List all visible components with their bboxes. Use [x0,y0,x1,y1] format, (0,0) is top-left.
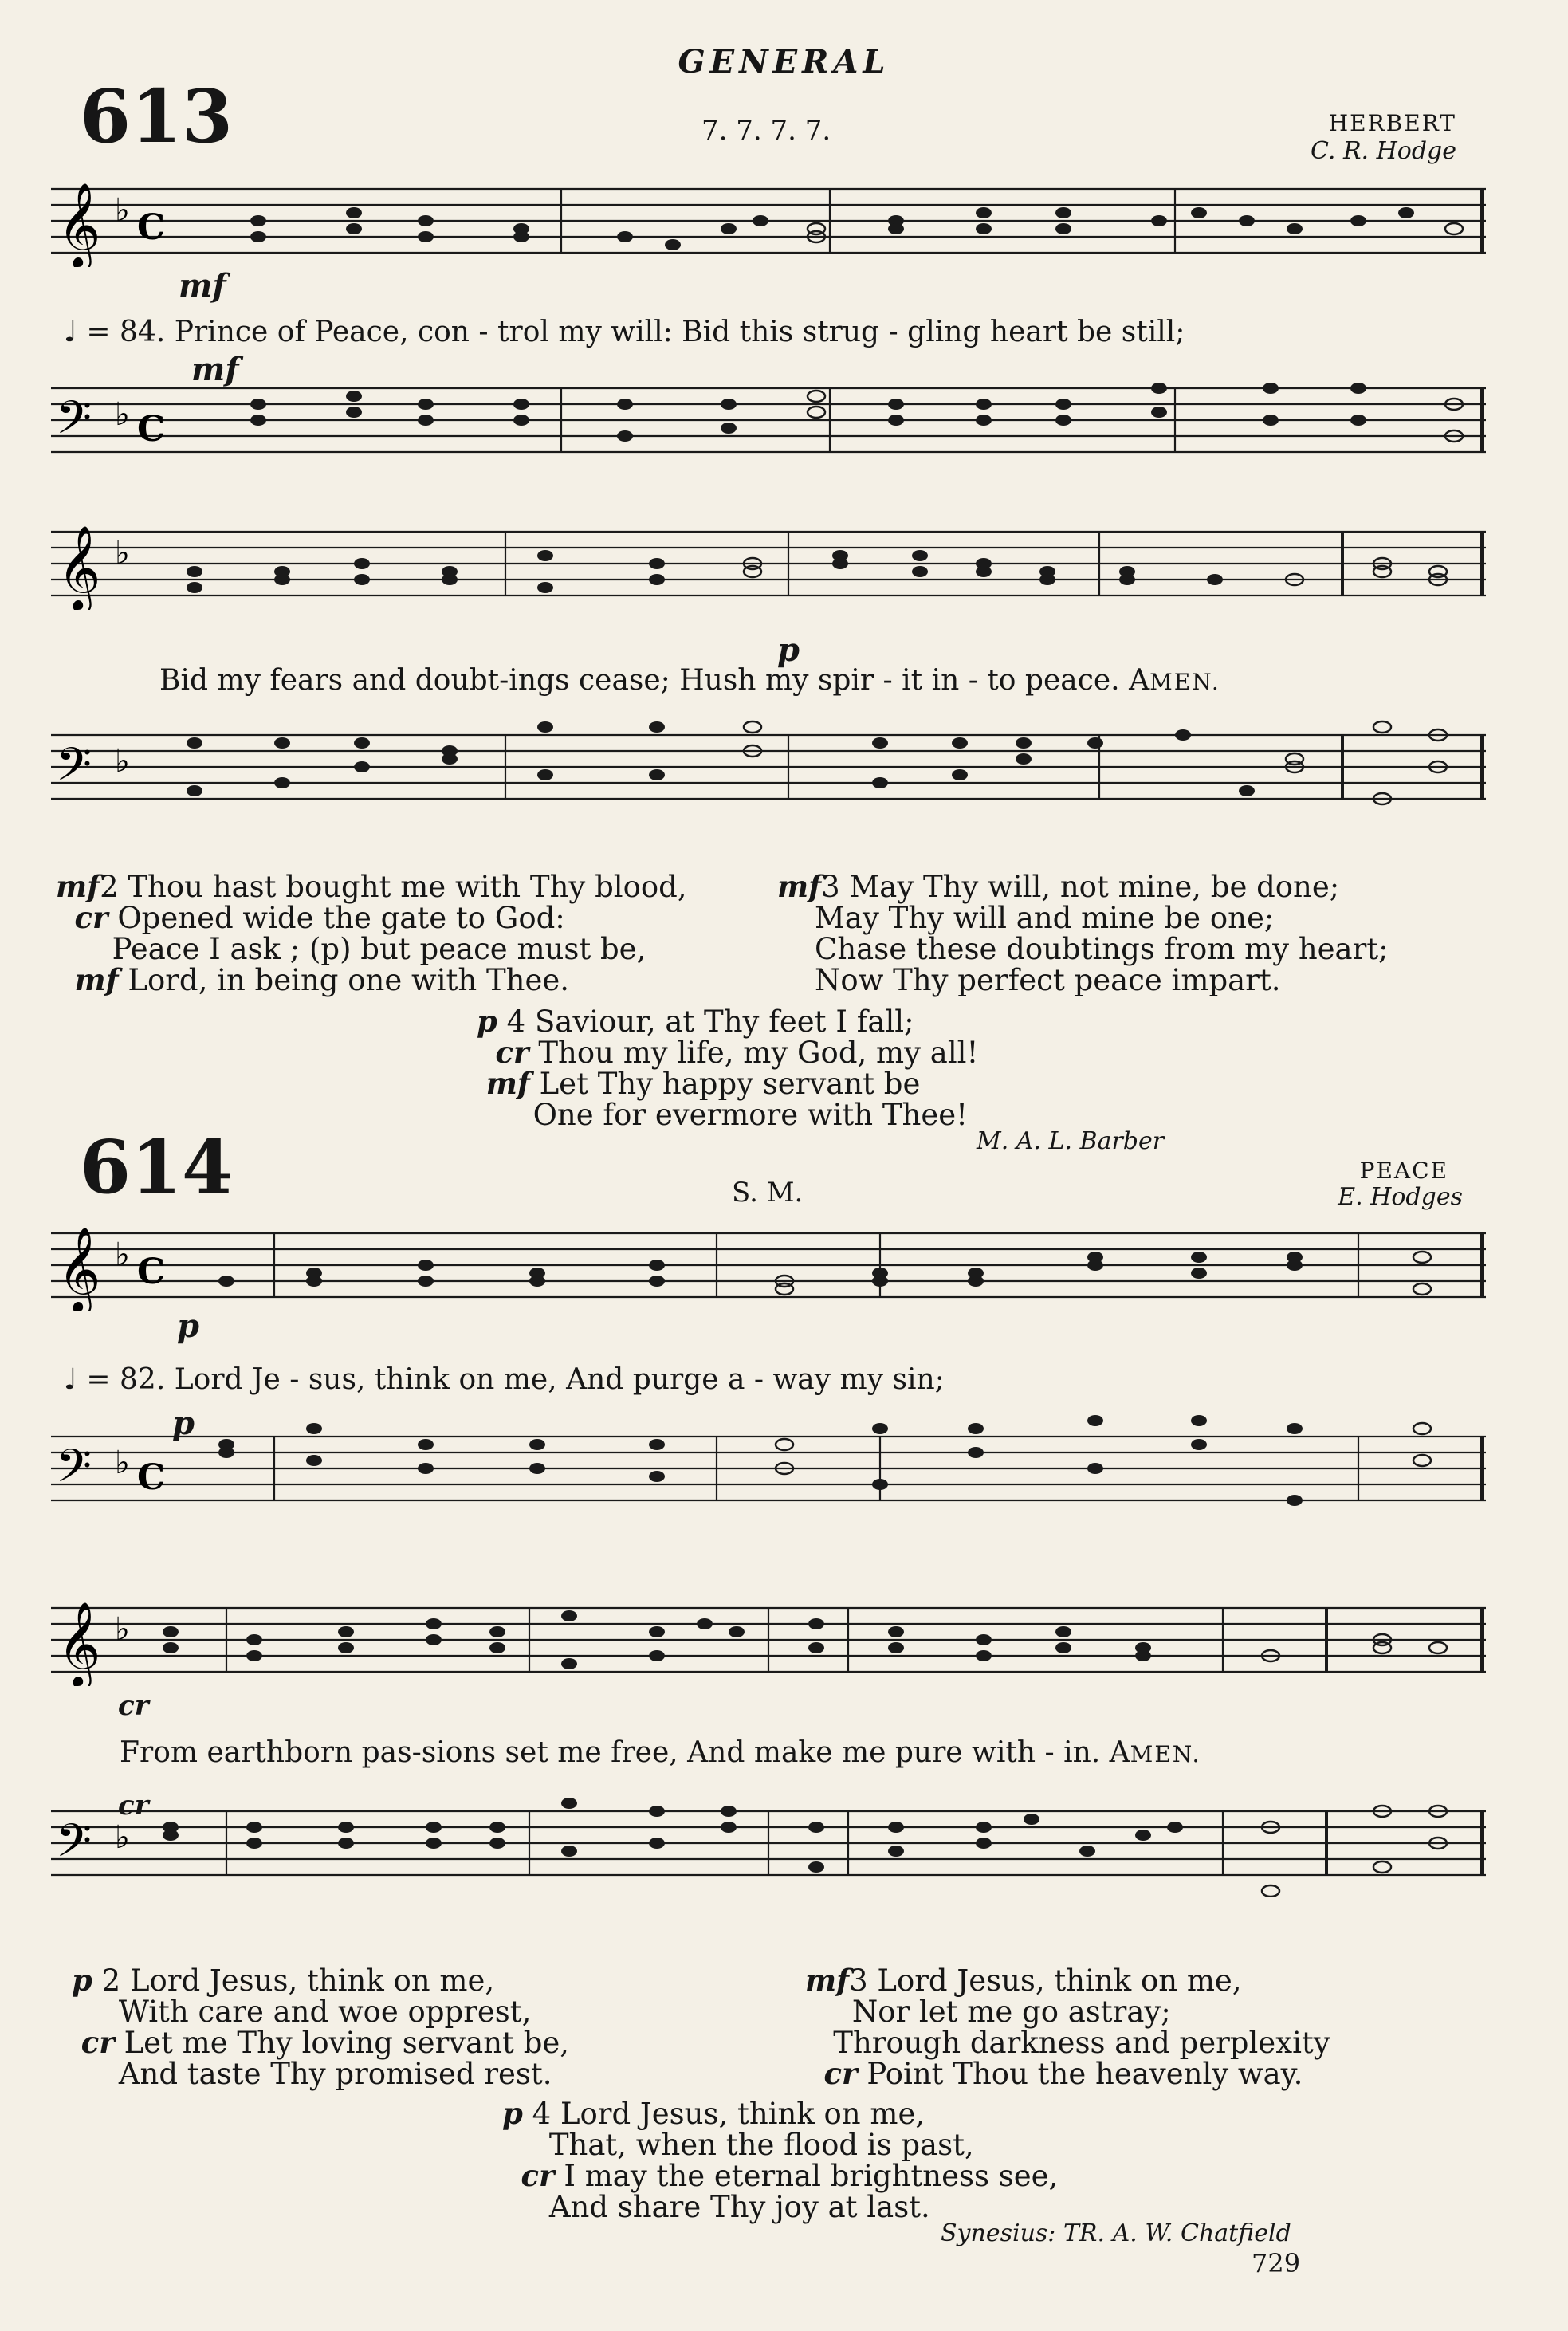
verse-line: One for evermore with Thee! [532,1098,969,1132]
verse-line: May Thy will and mine be one; [815,901,1275,935]
staff-614-1-treble [51,1224,1486,1311]
dynamic-mf-613: mf [179,267,226,305]
svg-text:♭: ♭ [115,535,130,572]
svg-text:C: C [137,1252,166,1292]
verse-line: 3 Lord Jesus, think on me, [849,1963,1242,1998]
verse-line: Opened wide the gate to God: [117,901,565,935]
svg-text:♭: ♭ [115,192,130,229]
meter-614: S. M. [732,1177,804,1209]
verse-dyn: mf [805,1963,850,1998]
verse-line: That, when the flood is past, [548,2128,974,2162]
verse-line: Point Thou the heavenly way. [867,2057,1303,2091]
dynamic-cr-614: cr [118,1690,149,1722]
verse-dyn: p [502,2096,523,2131]
verse-dyn: mf [485,1066,530,1101]
lyric-613-2 [159,664,1220,697]
tempo-614: ♩ = 82. [64,1363,166,1396]
svg-text:𝄢: 𝄢 [56,1439,92,1504]
verse-line: 4 Lord Jesus, think on me, [532,2097,925,2131]
hymn-number-614: 614 [80,1124,234,1210]
verse-line: Chase these doubtings from my heart; [815,932,1389,966]
verse-614-3 [805,1965,1330,2089]
tune-name-614: PEACE [1359,1158,1448,1184]
staff-613-2-treble [51,522,1486,610]
verse-line: And taste Thy promised rest. [118,2057,552,2091]
verse-613-2 [56,871,687,996]
staff-613-2-bass [51,710,1486,813]
dynamic-mf-613-bass: mf [191,351,239,388]
verse-dyn: p [72,1963,92,1998]
verse-dyn: cr [521,2158,555,2193]
svg-text:♭: ♭ [115,396,130,433]
svg-text:♭: ♭ [115,1611,130,1648]
verse-dyn: cr [823,2056,858,2091]
svg-text:C: C [137,409,166,450]
svg-text:♭: ♭ [115,743,130,780]
verse-line: Lord, in being one with Thee. [128,963,570,997]
verse-dyn: mf [777,869,822,904]
verse-line: Let Thy happy servant be [539,1067,921,1101]
svg-text:𝄞: 𝄞 [57,1226,101,1311]
verse-614-2 [72,1965,569,2089]
verse-line: Now Thy perfect peace impart. [815,963,1281,997]
staff-613-1-bass [51,363,1486,466]
svg-text:𝄢: 𝄢 [56,1814,92,1879]
author-613: M. A. L. Barber [977,1127,1165,1155]
verse-line: With care and woe opprest, [118,1995,532,2029]
svg-text:𝄞: 𝄞 [57,525,101,610]
verse-line: 3 May Thy will, not mine, be done; [821,870,1340,904]
staff-614-2-bass [51,1786,1486,1897]
verse-line: Nor let me go astray; [851,1995,1171,2029]
verse-dyn: cr [74,900,108,935]
lyric-613-1 [64,316,1185,348]
verse-line: Let me Thy loving servant be, [124,2026,570,2060]
verse-line: 2 Thou hast bought me with Thy blood, [100,870,687,904]
tempo-613: ♩ = 84. [64,316,166,348]
lyric-line-614-1: Lord Je - sus, think on me, And purge a - way my sin; [174,1363,945,1396]
verse-line: 2 Lord Jesus, think on me, [101,1963,495,1998]
staff-614-2-treble [51,1590,1486,1686]
svg-text:𝄢: 𝄢 [56,391,92,456]
lyric-614-1 [64,1363,945,1396]
lyric-line-613-1: Prince of Peace, con - trol my will: Bid this strug - gling heart be still; [174,316,1185,348]
section-title: GENERAL [678,43,890,81]
verse-dyn: cr [81,2025,115,2060]
verse-line: Peace I ask ; (p) but peace must be, [112,932,646,966]
lyric-line-613-2: Bid my fears and doubt-ings cease; Hush my spir - it in - to peace. A [159,664,1150,697]
svg-text:𝄞: 𝄞 [57,1601,101,1686]
composer-613: C. R. Hodge [1310,137,1456,165]
verse-dyn: mf [56,869,100,904]
dynamic-cr-614-bass: cr [118,1790,149,1822]
composer-614: E. Hodges [1338,1183,1463,1211]
verse-line: And share Thy joy at last. [548,2190,930,2224]
svg-text:𝄞: 𝄞 [57,182,101,267]
dynamic-p-613: p [777,631,800,669]
meter-613: 7. 7. 7. 7. [701,115,831,147]
hymn-number-613: 613 [80,73,234,159]
lyric-614-2 [120,1736,1201,1769]
verse-line: I may the eternal brightness see, [564,2159,1059,2193]
svg-text:C: C [137,207,166,248]
svg-text:♭: ♭ [115,1445,130,1481]
staff-613-1-treble [51,179,1486,267]
dynamic-p-614: p [177,1307,199,1345]
tune-name-613: HERBERT [1328,110,1456,136]
svg-text:♭: ♭ [115,1819,130,1856]
verse-613-3 [777,871,1389,996]
lyric-line-614-2: From earthborn pas-sions set me free, And make me pure with - in. A [120,1736,1130,1769]
verse-dyn: p [477,1004,497,1039]
svg-text:𝄢: 𝄢 [56,737,92,803]
amen-613: MEN. [1149,669,1220,695]
dynamic-p-614-bass: p [172,1405,195,1442]
verse-dyn: mf [74,962,119,997]
verse-dyn: cr [495,1035,529,1070]
staff-614-1-bass [51,1411,1486,1515]
verse-line: Thou my life, my God, my all! [538,1036,979,1070]
verse-line: 4 Saviour, at Thy feet I fall; [506,1004,914,1039]
verse-613-4 [477,1006,978,1130]
verse-614-4 [502,2098,1058,2223]
amen-614: MEN. [1130,1741,1201,1767]
author-614: Synesius: TR. A. W. Chatfield [941,2219,1291,2247]
verse-line: Through darkness and perplexity [833,2026,1330,2060]
svg-text:C: C [137,1457,166,1498]
page-number: 729 [1252,2248,1301,2278]
svg-text:♭: ♭ [115,1236,130,1273]
